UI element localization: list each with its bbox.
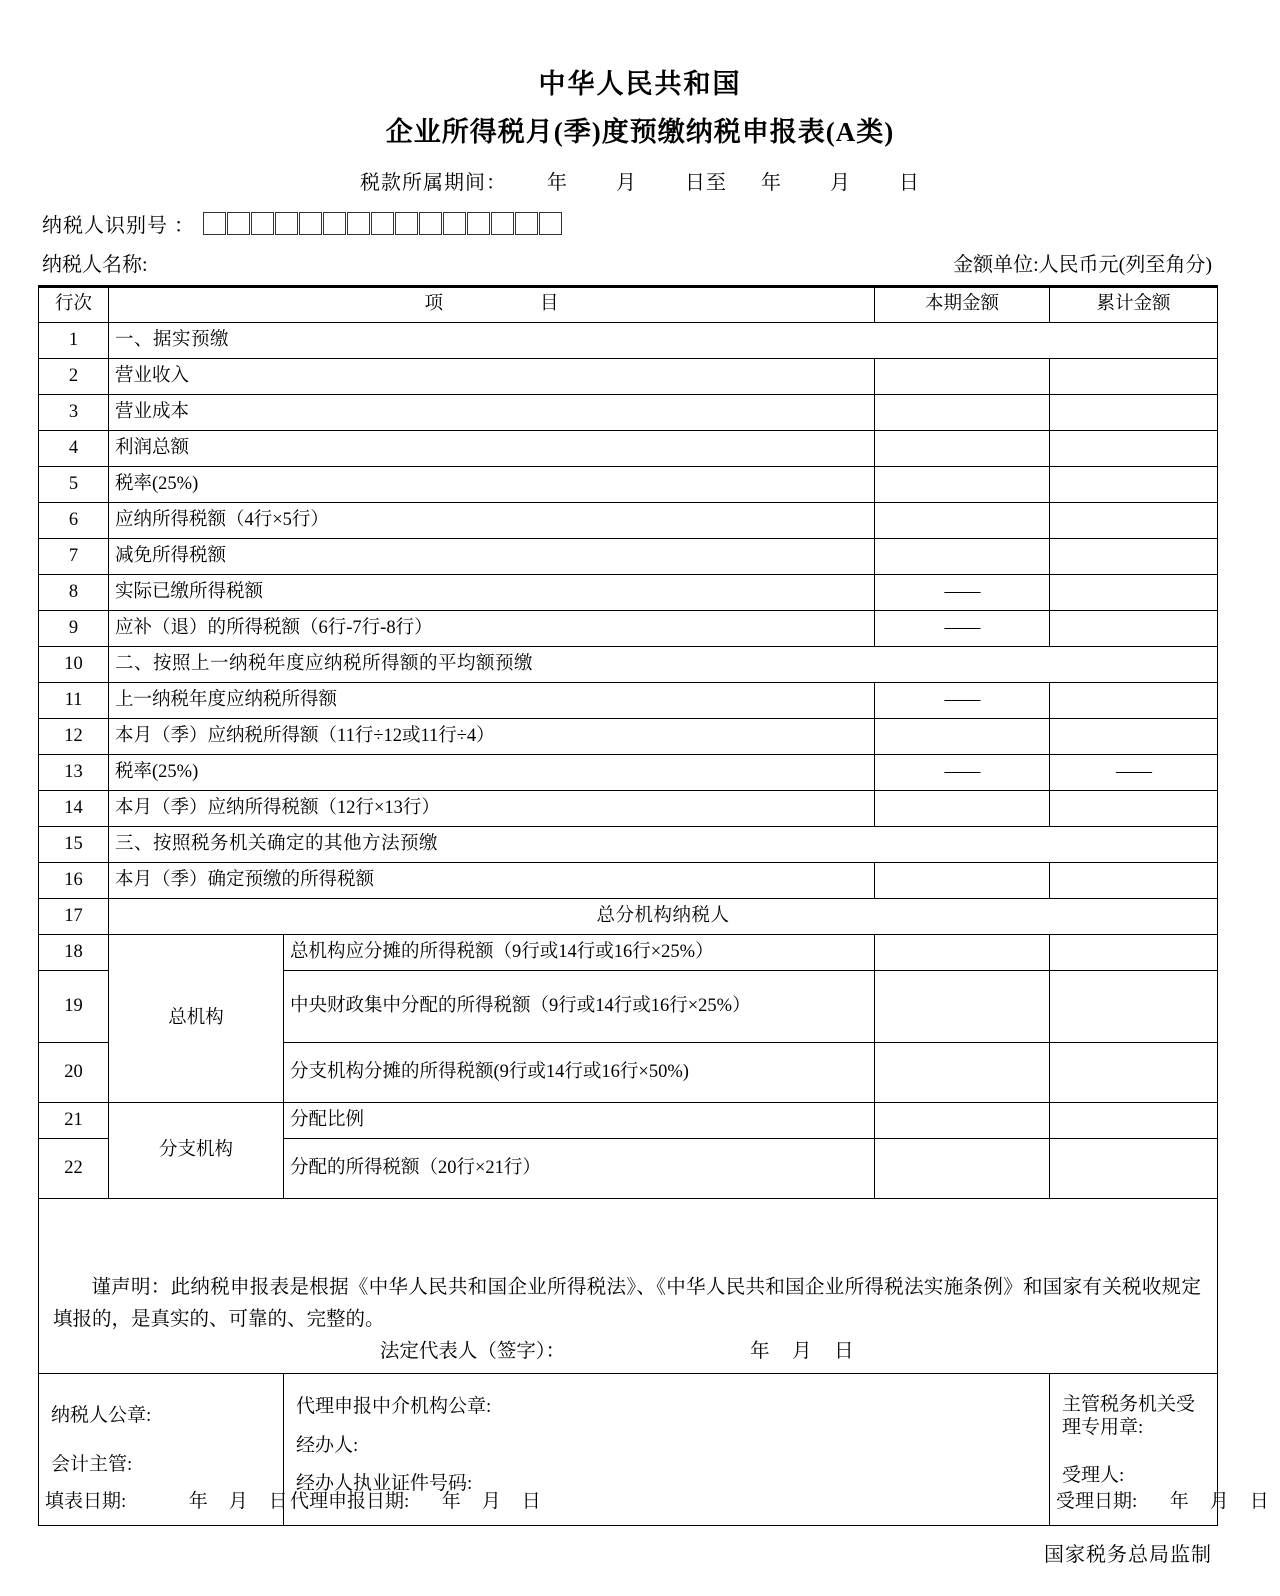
taxpayer-id-box[interactable] — [299, 212, 322, 235]
agent-seal-date-line — [290, 1490, 1043, 1515]
cell-accumulated-amount[interactable] — [1050, 610, 1218, 646]
table-header-row — [39, 286, 1218, 322]
row-number: 7 — [39, 538, 109, 574]
row-item-label: 减免所得税额 — [109, 538, 875, 574]
row-number: 19 — [39, 970, 109, 1042]
declaration-row — [39, 1198, 1218, 1373]
page-title-form: 企业所得税月(季)度预缴纳税申报表(A类) — [385, 116, 895, 147]
taxpayer-id-box[interactable] — [443, 212, 466, 235]
row-item-label: 分配比例 — [284, 1102, 875, 1138]
declaration-cell — [39, 1198, 1218, 1373]
taxpayer-name-label: 纳税人名称: — [42, 253, 148, 276]
taxpayer-id-box[interactable] — [419, 212, 442, 235]
row-item-label: 应补（退）的所得税额（6行-7行-8行） — [109, 610, 875, 646]
table-row — [39, 754, 1218, 790]
cell-current-amount[interactable] — [875, 862, 1050, 898]
cell-current-amount[interactable] — [875, 466, 1050, 502]
agent-seal-label: 代理申报中介机构公章: — [296, 1395, 492, 1417]
taxpayer-id-box[interactable] — [467, 212, 490, 235]
taxpayer-id-box[interactable] — [347, 212, 370, 235]
taxpayer-id-line — [0, 195, 1280, 238]
tax-authority-seal-date-month: 月 — [1209, 1490, 1229, 1512]
table-row — [39, 826, 1218, 862]
row-number: 2 — [39, 358, 109, 394]
row-number: 22 — [39, 1138, 109, 1198]
legal-representative-signature-line — [39, 1339, 1217, 1364]
taxpayer-seal-date-line — [45, 1490, 288, 1515]
table-row — [39, 574, 1218, 610]
branch-taxpayer-header-label: 总分机构纳税人 — [109, 898, 1218, 934]
cell-accumulated-amount[interactable] — [1050, 430, 1218, 466]
tax-authority-seal-label: 主管税务机关受理专用章: — [1062, 1393, 1196, 1438]
row-number: 6 — [39, 502, 109, 538]
row-number: 10 — [39, 646, 109, 682]
taxpayer-id-input[interactable] — [203, 212, 563, 235]
cell-current-amount[interactable] — [875, 430, 1050, 466]
table-row — [39, 502, 1218, 538]
row-number: 14 — [39, 790, 109, 826]
page-title-country: 中华人民共和国 — [538, 69, 742, 99]
row-number: 13 — [39, 754, 109, 790]
taxpayer-id-box[interactable] — [395, 212, 418, 235]
row-number: 9 — [39, 610, 109, 646]
issuer-note: 国家税务总局监制 — [1044, 1543, 1212, 1566]
taxpayer-seal-date-label: 填表日期: — [45, 1490, 127, 1512]
row-item-label: 实际已缴所得税额 — [109, 574, 875, 610]
cell-accumulated-amount[interactable]: —— — [1050, 754, 1218, 790]
agent-seal-date-label: 代理申报日期: — [290, 1490, 410, 1512]
period-year-start: 年 — [547, 171, 568, 194]
taxpayer-id-label: 纳税人识别号 ： — [42, 214, 195, 237]
cell-accumulated-amount[interactable] — [1050, 394, 1218, 430]
tax-authority-seal-date-label: 受理日期: — [1056, 1490, 1138, 1512]
cell-current-amount[interactable] — [875, 790, 1050, 826]
taxpayer-id-box[interactable] — [539, 212, 562, 235]
cell-current-amount[interactable] — [875, 718, 1050, 754]
tax-authority-seal-cell — [1050, 1373, 1269, 1525]
cell-accumulated-amount[interactable] — [1050, 1138, 1218, 1198]
table-row — [39, 430, 1218, 466]
row-item-label: 上一纳税年度应纳税所得额 — [109, 682, 875, 718]
row-item-label: 营业收入 — [109, 358, 875, 394]
cell-accumulated-amount[interactable] — [1050, 358, 1218, 394]
tax-authority-receiver-label: 受理人: — [1062, 1465, 1125, 1487]
cell-accumulated-amount[interactable] — [1050, 790, 1218, 826]
tax-authority-seal-date-fields[interactable] — [1159, 1491, 1279, 1512]
row-item-label: 税率(25%) — [109, 754, 875, 790]
table-row — [39, 358, 1218, 394]
table-row — [39, 934, 1218, 970]
row-item-label: 一、据实预缴 — [109, 322, 1218, 358]
column-header-item: 项 目 — [109, 286, 875, 322]
signature-date-year: 年 — [750, 1341, 770, 1363]
cell-accumulated-amount[interactable] — [1050, 970, 1218, 1042]
table-row — [39, 394, 1218, 430]
row-item-label: 营业成本 — [109, 394, 875, 430]
cell-accumulated-amount[interactable] — [1050, 574, 1218, 610]
taxpayer-id-box[interactable] — [227, 212, 250, 235]
cell-current-amount[interactable] — [875, 1042, 1050, 1102]
period-month-start: 月 — [616, 171, 637, 194]
accounting-supervisor-label: 会计主管: — [51, 1454, 133, 1475]
row-number: 20 — [39, 1042, 109, 1102]
row-item-label: 中央财政集中分配的所得税额（9行或14行或16行×25%） — [284, 970, 875, 1042]
taxpayer-id-box[interactable] — [275, 212, 298, 235]
cell-current-amount[interactable] — [875, 934, 1050, 970]
row-item-label: 利润总额 — [109, 430, 875, 466]
agent-seal-date-day: 日 — [521, 1490, 541, 1512]
column-header-row-no: 行次 — [39, 286, 109, 322]
table-row — [39, 1102, 1218, 1138]
taxpayer-id-box[interactable] — [491, 212, 514, 235]
group-label-branch: 分支机构 — [109, 1102, 284, 1198]
taxpayer-id-box[interactable] — [323, 212, 346, 235]
cell-accumulated-amount[interactable] — [1050, 1102, 1218, 1138]
row-number: 16 — [39, 862, 109, 898]
agent-seal-date-fields[interactable] — [431, 1491, 551, 1512]
declaration-text — [45, 1236, 1211, 1335]
cell-accumulated-amount[interactable] — [1050, 682, 1218, 718]
row-number: 21 — [39, 1102, 109, 1138]
taxpayer-seal-date-year: 年 — [188, 1490, 208, 1512]
cell-current-amount[interactable] — [875, 1102, 1050, 1138]
signature-date-fields[interactable] — [750, 1339, 876, 1364]
amount-unit-label: 金额单位:人民币元(列至角分) — [953, 253, 1212, 276]
table-row — [39, 718, 1218, 754]
cell-accumulated-amount[interactable] — [1050, 502, 1218, 538]
taxpayer-name-line — [0, 238, 1280, 285]
tax-authority-seal-date-year: 年 — [1169, 1490, 1189, 1512]
form-title-block — [0, 0, 1280, 150]
tax-authority-seal-date-day: 日 — [1249, 1490, 1269, 1512]
cell-accumulated-amount[interactable] — [1050, 466, 1218, 502]
row-item-label: 本月（季）应纳税所得额（11行÷12或11行÷4） — [109, 718, 875, 754]
row-number: 1 — [39, 322, 109, 358]
row-item-label: 本月（季）应纳所得税额（12行×13行） — [109, 790, 875, 826]
cell-current-amount[interactable]: —— — [875, 574, 1050, 610]
cell-current-amount[interactable] — [875, 502, 1050, 538]
taxpayer-id-box[interactable] — [251, 212, 274, 235]
period-day-start: 日至 — [685, 171, 727, 194]
signature-date-month: 月 — [792, 1341, 812, 1363]
table-row — [39, 466, 1218, 502]
taxpayer-seal-date-month: 月 — [228, 1490, 248, 1512]
table-row — [39, 790, 1218, 826]
taxpayer-id-box[interactable] — [203, 212, 226, 235]
row-number: 11 — [39, 682, 109, 718]
period-year-end: 年 — [761, 171, 782, 194]
row-number: 3 — [39, 394, 109, 430]
row-number: 12 — [39, 718, 109, 754]
cell-accumulated-amount[interactable] — [1050, 1042, 1218, 1102]
taxpayer-id-box[interactable] — [515, 212, 538, 235]
table-row — [39, 538, 1218, 574]
row-item-label: 应纳所得税额（4行×5行） — [109, 502, 875, 538]
agent-seal-date-month: 月 — [481, 1490, 501, 1512]
taxpayer-seal-date-fields[interactable] — [178, 1491, 298, 1512]
seal-row — [39, 1373, 1218, 1525]
cell-current-amount[interactable]: —— — [875, 610, 1050, 646]
row-number: 4 — [39, 430, 109, 466]
row-item-label: 总机构应分摊的所得税额（9行或14行或16行×25%） — [284, 934, 875, 970]
agent-seal-date-year: 年 — [441, 1490, 461, 1512]
agent-seal-cell — [284, 1373, 1050, 1525]
tax-period-label: 税款所属期间： — [360, 171, 507, 194]
column-header-current-amount: 本期金额 — [875, 286, 1050, 322]
table-row — [39, 646, 1218, 682]
cell-accumulated-amount[interactable] — [1050, 862, 1218, 898]
cell-current-amount[interactable]: —— — [875, 754, 1050, 790]
signature-date-day: 日 — [834, 1341, 854, 1363]
cell-current-amount[interactable]: —— — [875, 682, 1050, 718]
tax-authority-seal-date-line — [1056, 1490, 1269, 1515]
row-item-label: 税率(25%) — [109, 466, 875, 502]
row-item-label: 分支机构分摊的所得税额(9行或14行或16行×50%) — [284, 1042, 875, 1102]
agent-operator-label: 经办人: — [296, 1434, 359, 1456]
row-number: 18 — [39, 934, 109, 970]
column-header-accumulated-amount: 累计金额 — [1050, 286, 1218, 322]
taxpayer-id-box[interactable] — [371, 212, 394, 235]
row-item-label: 分配的所得税额（20行×21行） — [284, 1138, 875, 1198]
table-row — [39, 610, 1218, 646]
period-month-end: 月 — [830, 171, 851, 194]
cell-current-amount[interactable] — [875, 394, 1050, 430]
table-row — [39, 862, 1218, 898]
table-row — [39, 682, 1218, 718]
cell-current-amount[interactable] — [875, 1138, 1050, 1198]
row-item-label: 三、按照税务机关确定的其他方法预缴 — [109, 826, 1218, 862]
legal-representative-label: 法定代表人（签字）： — [379, 1341, 566, 1363]
row-item-label: 二、按照上一纳税年度应纳税所得额的平均额预缴 — [109, 646, 1218, 682]
cell-accumulated-amount[interactable] — [1050, 934, 1218, 970]
declaration-statement: 谨声明：此纳税申报表是根据《中华人民共和国企业所得税法》、《中华人民共和国企业所得税法实施条例》和国家有关税收规定填报的，是真实的、可靠的、完整的。 — [53, 1276, 1201, 1330]
cell-current-amount[interactable] — [875, 538, 1050, 574]
row-number: 15 — [39, 826, 109, 862]
taxpayer-seal-date-day: 日 — [268, 1490, 288, 1512]
group-label-head-office: 总机构 — [109, 934, 284, 1102]
row-item-label: 本月（季）确定预缴的所得税额 — [109, 862, 875, 898]
cell-accumulated-amount[interactable] — [1050, 538, 1218, 574]
cell-current-amount[interactable] — [875, 970, 1050, 1042]
agent-license-label: 经办人执业证件号码: — [296, 1473, 473, 1495]
row-number: 8 — [39, 574, 109, 610]
table-row — [39, 898, 1218, 934]
taxpayer-seal-cell — [39, 1373, 288, 1525]
row-number: 5 — [39, 466, 109, 502]
table-row — [39, 322, 1218, 358]
row-number: 17 — [39, 898, 109, 934]
tax-period-line — [0, 150, 1280, 195]
taxpayer-seal-label: 纳税人公章: — [51, 1405, 152, 1427]
tax-declaration-table — [38, 285, 1269, 1526]
period-day-end: 日 — [899, 171, 920, 194]
cell-current-amount[interactable] — [875, 358, 1050, 394]
cell-accumulated-amount[interactable] — [1050, 718, 1218, 754]
